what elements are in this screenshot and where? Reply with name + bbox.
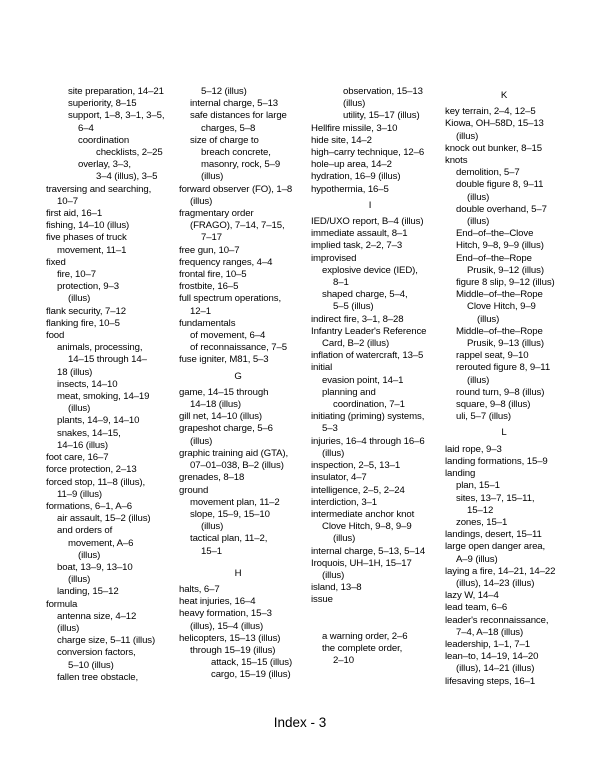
index-entry: size of charge to <box>190 134 259 146</box>
index-entry: (illus) <box>78 549 101 561</box>
index-entry: rerouted figure 8, 9–11 <box>456 362 551 374</box>
index-entry: lean–to, 14–19, 14–20 <box>445 651 539 663</box>
index-entry: breach concrete, <box>201 147 271 159</box>
index-entry: planning and <box>322 386 376 398</box>
index-entry: cargo, 15–19 (illus) <box>211 669 291 681</box>
index-entry: food <box>46 330 65 342</box>
index-entry: the complete order, <box>322 642 403 654</box>
index-entry: intelligence, 2–5, 2–24 <box>311 484 405 496</box>
index-entry: explosive device (IED), <box>322 264 418 276</box>
index-entry: 10–7 <box>57 195 78 207</box>
index-entry: frequency ranges, 4–4 <box>179 256 273 268</box>
index-entry: double figure 8, 9–11 <box>456 179 544 191</box>
index-entry: Middle–of–the–Rope <box>456 289 543 301</box>
index-entry: grapeshot charge, 5–6 <box>179 423 273 435</box>
index-entry: formations, 6–1, A–6 <box>46 500 132 512</box>
index-entry: frontal fire, 10–5 <box>179 269 247 281</box>
index-entry: antenna size, 4–12 <box>57 610 137 622</box>
index-entry: 07–01–038, B–2 (illus) <box>190 460 284 472</box>
index-entry: masonry, rock, 5–9 <box>201 159 281 171</box>
index-entry: gill net, 14–10 (illus) <box>179 411 263 423</box>
index-entry: Prusik, 9–13 (illus) <box>467 338 544 350</box>
index-entry: flank security, 7–12 <box>46 305 126 317</box>
index-entry: hide site, 14–2 <box>311 134 372 146</box>
index-entry: figure 8 slip, 9–12 (illus) <box>456 277 555 289</box>
index-entry: indirect fire, 3–1, 8–28 <box>311 313 404 325</box>
index-entry: 14–15 through 14– <box>68 354 147 366</box>
index-entry: 2–10 <box>333 654 354 666</box>
index-entry: observation, 15–13 <box>343 86 423 97</box>
index-entry: forced stop, 11–8 (illus), <box>46 476 146 488</box>
index-entry: of reconnaissance, 7–5 <box>190 342 288 354</box>
index-entry: (illus) <box>467 216 490 228</box>
index-column-4 <box>445 86 563 688</box>
index-entry: 14–16 (illus) <box>57 439 108 451</box>
index-entry: plan, 15–1 <box>456 480 500 492</box>
index-entry: (illus) <box>190 435 213 447</box>
spacer <box>311 607 429 631</box>
index-entry: injuries, 16–4 through 16–6 <box>311 435 425 447</box>
index-entry: landing <box>445 468 476 480</box>
index-entry: leader's reconnaissance, <box>445 614 549 626</box>
index-entry: knock out bunker, 8–15 <box>445 142 543 154</box>
index-entry: support, 1–8, 3–1, 3–5, <box>68 110 165 122</box>
index-entry: Prusik, 9–12 (illus) <box>467 264 544 276</box>
section-letter: H <box>234 567 242 579</box>
index-entry: intermediate anchor knot <box>311 508 415 520</box>
index-entry: (illus) <box>190 195 213 207</box>
index-entry: 5–5 (illus) <box>333 301 374 313</box>
index-entry: IED/UXO report, B–4 (illus) <box>311 216 424 228</box>
index-entry: plants, 14–9, 14–10 <box>57 415 140 427</box>
index-entry: lead team, 6–6 <box>445 602 508 614</box>
index-entry: checklists, 2–25 <box>96 147 163 159</box>
index-entry: graphic training aid (GTA), <box>179 447 289 459</box>
index-entry: Middle–of–the–Rope <box>456 325 543 337</box>
index-entry: Infantry Leader's Reference <box>311 325 427 337</box>
index-entry: inflation of watercraft, 13–5 <box>311 350 424 362</box>
index-entry: round turn, 9–8 (illus) <box>456 386 545 398</box>
index-entry: boat, 13–9, 13–10 <box>57 561 133 573</box>
index-entry: first aid, 16–1 <box>46 208 103 220</box>
section-letter: K <box>500 90 508 101</box>
index-entry: (illus), 15–4 (illus) <box>190 620 264 632</box>
index-entry: snakes, 14–15, <box>57 427 121 439</box>
index-entry: landings, desert, 15–11 <box>445 529 542 541</box>
index-entry: shaped charge, 5–4, <box>322 289 408 301</box>
index-entry: (illus) <box>201 521 224 533</box>
index-entry: (illus) <box>201 171 224 183</box>
index-entry: site preparation, 14–21 <box>68 86 164 97</box>
index-entry: sites, 13–7, 15–11, <box>456 492 535 504</box>
index-entry: free gun, 10–7 <box>179 244 240 256</box>
index-entry: Kiowa, OH–58D, 15–13 <box>445 118 544 130</box>
index-entry: attack, 15–15 (illus) <box>211 657 293 669</box>
index-entry: safe distances for large <box>190 110 287 122</box>
index-entry: charge size, 5–11 (illus) <box>57 635 156 647</box>
index-entry: double overhand, 5–7 <box>456 203 547 215</box>
page-footer: Index - 3 <box>273 715 327 730</box>
index-entry: Clove Hitch, 9–8, 9–9 <box>322 521 412 533</box>
index-entry: frostbite, 16–5 <box>179 281 239 293</box>
index-entry: fixed <box>46 256 66 268</box>
index-entry: (illus) <box>322 447 345 459</box>
index-entry: fundamentals <box>179 317 236 329</box>
index-entry: (illus) <box>57 622 80 634</box>
index-entry: animals, processing, <box>57 342 143 354</box>
index-entry: (illus) <box>467 374 490 386</box>
index-entry: overlay, 3–3, <box>78 159 131 171</box>
index-entry: insulator, 4–7 <box>311 472 367 484</box>
index-entry: interdiction, 3–1 <box>311 496 378 508</box>
index-entry: fire, 10–7 <box>57 269 97 281</box>
index-entry: hole–up area, 14–2 <box>311 159 392 171</box>
index-entry: 14–18 (illus) <box>190 399 241 411</box>
index-entry: insects, 14–10 <box>57 378 118 390</box>
index-entry: 12–1 <box>190 305 211 317</box>
index-entry: implied task, 2–2, 7–3 <box>311 240 403 252</box>
index-entry: flanking fire, 10–5 <box>46 317 120 329</box>
index-entry: 18 (illus) <box>57 366 93 378</box>
index-entry: hydration, 16–9 (illus) <box>311 171 401 183</box>
index-entry: initiating (priming) systems, <box>311 411 425 423</box>
index-entry: game, 14–15 through <box>179 386 269 398</box>
index-entry: force protection, 2–13 <box>46 464 137 476</box>
index-entry: fallen tree obstacle, <box>57 671 139 683</box>
index-column-2 <box>179 86 297 682</box>
index-entry: slope, 15–9, 15–10 <box>190 508 270 520</box>
index-entry: leadership, 1–1, 7–1 <box>445 638 530 650</box>
index-entry: grenades, 8–18 <box>179 472 245 484</box>
index-entry: laying a fire, 14–21, 14–22 <box>445 565 556 577</box>
index-entry: coordination, 7–1 <box>333 399 405 411</box>
index-entry: key terrain, 2–4, 12–5 <box>445 106 536 118</box>
index-entry: internal charge, 5–13, 5–14 <box>311 545 426 557</box>
index-entry: five phases of truck <box>46 232 127 244</box>
index-entry: and orders of <box>57 525 113 537</box>
index-entry: ground <box>179 484 209 496</box>
index-entry: Card, B–2 (illus) <box>322 338 390 350</box>
index-entry: movement, A–6 <box>68 537 134 549</box>
section-letter: L <box>501 427 507 439</box>
index-entry: internal charge, 5–13 <box>190 98 279 110</box>
index-entry: (illus) <box>343 98 366 110</box>
index-entry: demolition, 5–7 <box>456 167 520 179</box>
section-letter: G <box>234 370 242 382</box>
index-entry: of movement, 6–4 <box>190 330 266 342</box>
index-entry: rappel seat, 9–10 <box>456 350 529 362</box>
index-entry: 15–12 <box>467 504 494 516</box>
index-entry: formula <box>46 598 78 610</box>
index-entry: through 15–19 (illus) <box>190 644 276 656</box>
index-entry: superiority, 8–15 <box>68 98 137 110</box>
index-entry: fragmentary order <box>179 208 254 220</box>
index-entry: (FRAGO), 7–14, 7–15, <box>190 220 285 232</box>
index-entry: halts, 6–7 <box>179 583 220 595</box>
index-entry: (illus) <box>322 569 345 581</box>
index-entry: landing formations, 15–9 <box>445 455 548 467</box>
index-entry: Clove Hitch, 9–9 <box>467 301 536 313</box>
index-entry: (illus) <box>456 130 479 142</box>
index-entry: 7–17 <box>201 232 222 244</box>
index-entry: (illus) <box>333 533 356 545</box>
index-entry: issue <box>311 594 333 606</box>
index-entry: Hitch, 9–8, 9–9 (illus) <box>456 240 544 252</box>
index-entry: initial <box>311 362 333 374</box>
index-entry: 6–4 <box>78 122 94 134</box>
index-entry: island, 13–8 <box>311 582 362 594</box>
index-entry: lifesaving steps, 16–1 <box>445 675 536 687</box>
index-entry: fuse igniter, M81, 5–3 <box>179 354 269 366</box>
index-entry: (illus) <box>68 293 91 305</box>
index-entry: air assault, 15–2 (illus) <box>57 513 151 525</box>
index-entry: heavy formation, 15–3 <box>179 608 272 620</box>
index-entry: hypothermia, 16–5 <box>311 183 389 195</box>
index-entry: helicopters, 15–13 (illus) <box>179 632 281 644</box>
index-entry: End–of–the–Rope <box>456 252 532 264</box>
index-entry: End–of–the–Clove <box>456 228 534 240</box>
index-entry: coordination <box>78 134 130 146</box>
index-entry: (illus) <box>467 191 490 203</box>
index-entry: (illus) <box>68 403 91 415</box>
index-entry: square, 9–8 (illus) <box>456 399 531 411</box>
index-entry: (illus) <box>477 313 500 325</box>
index-entry: foot care, 16–7 <box>46 452 109 464</box>
index-entry: (illus), 14–21 (illus) <box>456 663 535 675</box>
index-entry: improvised <box>311 252 357 264</box>
index-entry: zones, 15–1 <box>456 516 508 528</box>
index-entry: full spectrum operations, <box>179 293 282 305</box>
index-entry: inspection, 2–5, 13–1 <box>311 460 401 472</box>
index-entry: charges, 5–8 <box>201 122 256 134</box>
index-entry: 5–10 (illus) <box>68 659 114 671</box>
index-entry: heat injuries, 16–4 <box>179 596 256 608</box>
index-entry: large open danger area, <box>445 541 546 553</box>
index-entry: lazy W, 14–4 <box>445 590 499 602</box>
index-entry: traversing and searching, <box>46 183 152 195</box>
index-entry: movement plan, 11–2 <box>190 496 280 508</box>
section-letter: I <box>368 199 372 211</box>
index-entry: fishing, 14–10 (illus) <box>46 220 130 232</box>
index-entry: conversion factors, <box>57 647 136 659</box>
index-column-3 <box>311 86 429 667</box>
index-entry: 15–1 <box>201 545 222 557</box>
index-entry: protection, 9–3 <box>57 281 119 293</box>
index-entry: meat, smoking, 14–19 <box>57 391 150 403</box>
index-entry: high–carry technique, 12–6 <box>311 147 425 159</box>
index-entry: 11–9 (illus) <box>57 488 103 500</box>
index-entry: movement, 11–1 <box>57 244 127 256</box>
index-entry: 8–1 <box>333 277 349 289</box>
index-entry: laid rope, 9–3 <box>445 443 502 455</box>
index-entry: a warning order, 2–6 <box>322 630 408 642</box>
index-entry: evasion point, 14–1 <box>322 374 404 386</box>
index-entry: uli, 5–7 (illus) <box>456 411 511 423</box>
index-entry: 3–4 (illus), 3–5 <box>96 171 158 183</box>
index-entry: 5–3 <box>322 423 338 435</box>
index-entry: 7–4, A–18 (illus) <box>456 626 524 638</box>
index-entry: (illus) <box>68 574 91 586</box>
index-entry: A–9 (illus) <box>456 553 498 565</box>
index-entry: Iroquois, UH–1H, 15–17 <box>311 557 412 569</box>
index-entry: landing, 15–12 <box>57 586 119 598</box>
index-entry: utility, 15–17 (illus) <box>343 110 420 122</box>
index-entry: immediate assault, 8–1 <box>311 228 408 240</box>
index-entry: Hellfire missile, 3–10 <box>311 122 398 134</box>
index-entry: forward observer (FO), 1–8 <box>179 183 293 195</box>
index-entry: (illus), 14–23 (illus) <box>456 577 535 589</box>
index-entry: 5–12 (illus) <box>201 86 247 97</box>
index-entry: knots <box>445 155 468 167</box>
index-column-1 <box>46 86 164 684</box>
index-entry: tactical plan, 11–2, <box>190 533 268 545</box>
